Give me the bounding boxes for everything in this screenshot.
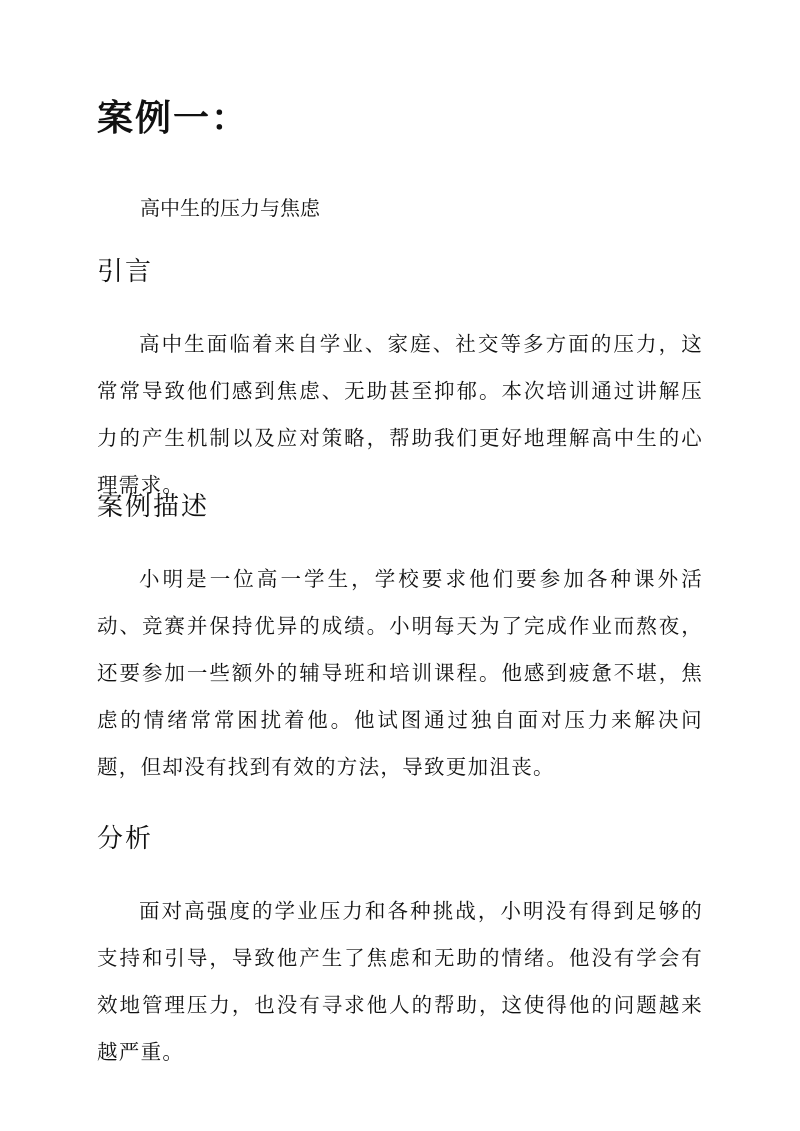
section-body-analysis: 面对高强度的学业压力和各种挑战，小明没有得到足够的支持和引导，导致他产生了焦虑和无助的情绪。他没有学会有效地管理压力，也没有寻求他人的帮助，这使得他的问题越来越严重。 — [97, 899, 703, 1064]
section-body-case-description: 小明是一位高一学生，学校要求他们要参加各种课外活动、竞赛并保持优异的成绩。小明每天为了完成作业而熬夜，还要参加一些额外的辅导班和培训课程。他感到疲惫不堪，焦虑的情绪常常困扰着他。他试图通过独自面对压力来解决问题，但却没有找到有效的方法，导致更加沮丧。 — [97, 567, 703, 779]
section-heading-intro: 引言 — [97, 257, 154, 287]
section-body-intro: 高中生面临着来自学业、家庭、社交等多方面的压力，这常常导致他们感到焦虑、无助甚至抑郁。本次培训通过讲解压力的产生机制以及应对策略，帮助我们更好地理解高中生的心理需求。 — [97, 332, 703, 497]
document-title: 案例一： — [97, 97, 250, 139]
section-heading-analysis: 分析 — [97, 824, 154, 854]
section-heading-case-description: 案例描述 — [97, 492, 210, 522]
document-subtitle: 高中生的压力与焦虑 — [140, 196, 320, 220]
